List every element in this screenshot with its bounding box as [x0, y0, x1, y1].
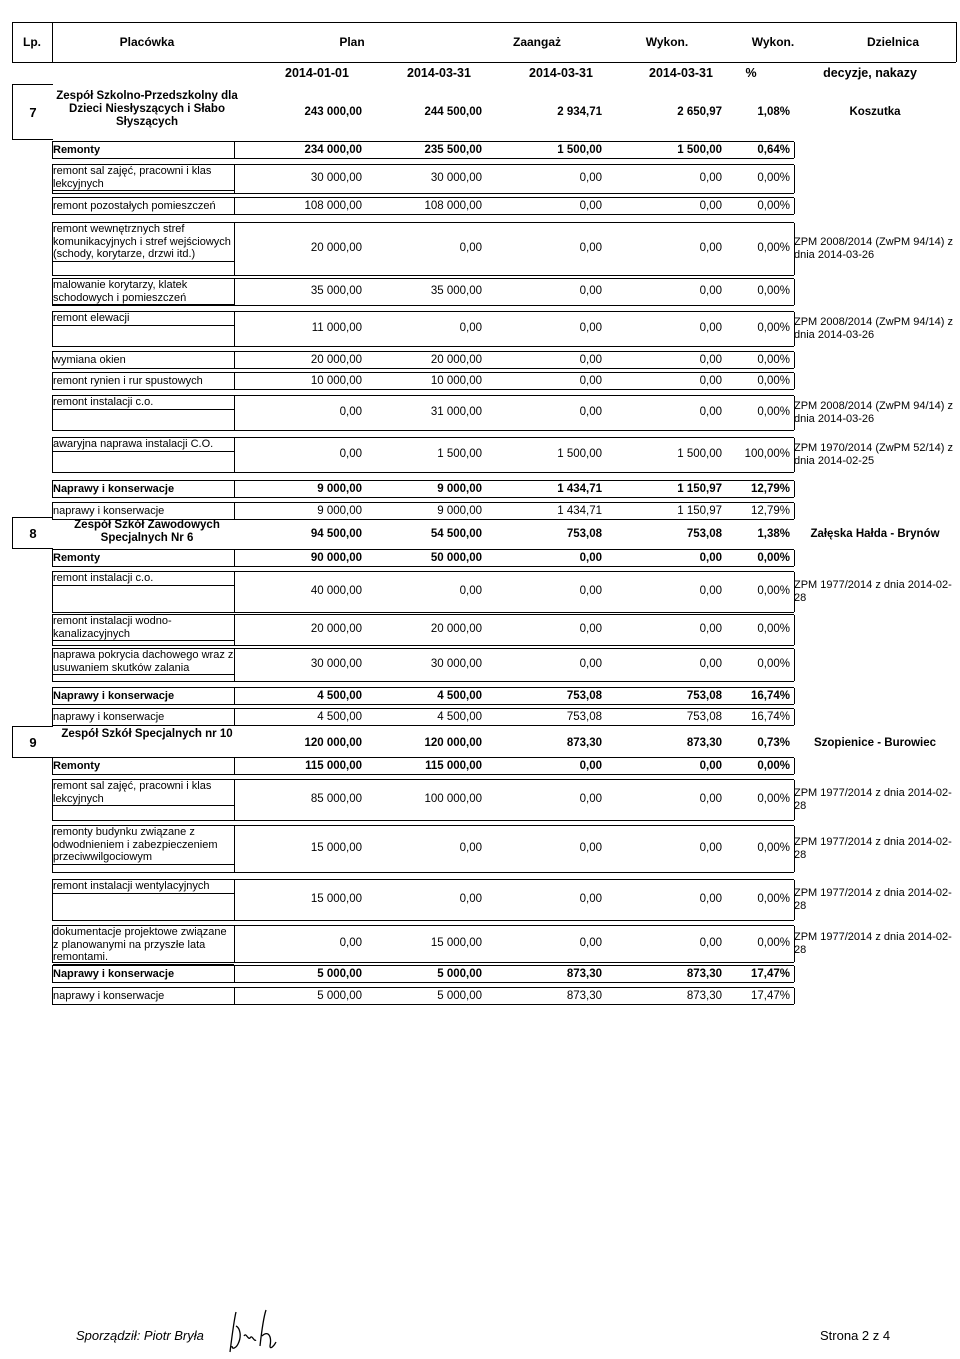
zaangaz-value: 9 000,00 — [437, 483, 482, 495]
line-item-row — [52, 988, 956, 1004]
zaangaz-value: 35 000,00 — [430, 285, 482, 297]
lp-box-7: 7 — [12, 84, 53, 140]
pct-value: 0,73% — [757, 737, 790, 749]
decision-text: ZPM 1977/2014 z dnia 2014-02-28 — [794, 887, 952, 912]
page-number: Strona 2 z 4 — [820, 1328, 891, 1343]
decisions-header: decyzje, nakazy — [823, 66, 917, 80]
prepared-by: Sporządził: Piotr Bryła — [76, 1328, 204, 1343]
wykon2-value: 0,00 — [699, 172, 722, 184]
plan-value: 85 000,00 — [310, 793, 362, 805]
line-item-row — [52, 826, 956, 872]
wykon1-value: 753,08 — [566, 690, 602, 702]
wykon1-value: 1 434,71 — [557, 483, 602, 495]
zaangaz-value: 54 500,00 — [430, 528, 482, 540]
pct-value: 0,00% — [757, 793, 790, 805]
zaangaz-value: 120 000,00 — [424, 737, 482, 749]
wykon2-value: 0,00 — [699, 322, 722, 334]
wykon2-value: 0,00 — [699, 585, 722, 597]
date-zaangaz: 2014-03-31 — [407, 66, 471, 80]
wykon1-value: 1 500,00 — [557, 144, 602, 156]
decision-text: ZPM 1977/2014 z dnia 2014-02-28 — [794, 787, 952, 812]
item-name: remont rynien i rur spustowych — [53, 375, 203, 387]
wykon2-value: 1 150,97 — [677, 505, 722, 517]
wykon2-value: 2 650,97 — [677, 106, 722, 118]
pct-value: 0,00% — [757, 937, 790, 949]
zaangaz-value: 115 000,00 — [425, 760, 482, 772]
wykon1-value: 1 500,00 — [557, 448, 602, 460]
item-name: Remonty — [53, 760, 101, 772]
zaangaz-value: 0,00 — [459, 242, 482, 254]
item-name: remont sal zajęć, pracowni i klas lekcyjnych — [53, 780, 234, 806]
zaangaz-value: 20 000,00 — [430, 623, 482, 635]
wykon1-value: 0,00 — [579, 354, 602, 366]
pct-value: 0,00% — [757, 242, 790, 254]
plan-value: 35 000,00 — [310, 285, 362, 297]
decision-text: ZPM 2008/2014 (ZwPM 94/14) z dnia 2014-03-26 — [794, 400, 953, 425]
pct-value: 0,64% — [757, 144, 790, 156]
plan-value: 243 000,00 — [304, 106, 362, 118]
wykon1-value: 0,00 — [579, 623, 602, 635]
wykon2-value: 0,00 — [699, 893, 722, 905]
zaangaz-value: 4 500,00 — [437, 711, 482, 723]
wykon1-value: 1 434,71 — [557, 505, 602, 517]
decision-text: ZPM 1977/2014 z dnia 2014-02-28 — [794, 931, 952, 956]
pct-value: 0,00% — [757, 354, 790, 366]
plan-value: 5 000,00 — [317, 990, 362, 1002]
wykon2-value: 0,00 — [699, 375, 722, 387]
zaangaz-value: 0,00 — [459, 585, 482, 597]
district-name: Szopienice - Burowiec — [813, 737, 937, 749]
plan-value: 4 500,00 — [317, 711, 362, 723]
item-name: wymiana okien — [53, 354, 126, 366]
wykon1-value: 0,00 — [579, 322, 602, 334]
item-name: remont instalacji wodno-kanalizacyjnych — [53, 615, 234, 641]
item-name: Naprawy i konserwacje — [53, 690, 175, 702]
header-lp: Lp. — [23, 35, 41, 49]
pct-value: 16,74% — [750, 690, 790, 702]
line-item-row — [52, 572, 956, 612]
plan-value: 94 500,00 — [310, 528, 362, 540]
pct-value: 16,74% — [750, 711, 790, 723]
institution-name: Zespół Szkolno-Przedszkolny dla Dzieci Niesłyszących i Słabo Słyszących — [56, 90, 238, 128]
plan-value: 0,00 — [339, 406, 362, 418]
wykon1-value: 0,00 — [579, 375, 602, 387]
header-wykon-1: Wykon. — [645, 35, 689, 49]
line-item-row — [52, 649, 956, 681]
pct-value: 12,79% — [750, 483, 790, 495]
table-header — [12, 22, 956, 62]
line-item-row — [52, 223, 956, 275]
zaangaz-value: 30 000,00 — [430, 172, 482, 184]
wykon2-value: 0,00 — [699, 793, 722, 805]
plan-value: 15 000,00 — [310, 893, 362, 905]
decision-text: ZPM 1977/2014 z dnia 2014-02-28 — [794, 579, 952, 604]
line-item-row — [52, 926, 956, 962]
line-item-row — [52, 709, 956, 725]
signature-icon — [222, 1306, 292, 1356]
wykon1-value: 0,00 — [579, 842, 602, 854]
pct-value: 0,00% — [757, 623, 790, 635]
wykon1-value: 2 934,71 — [557, 106, 602, 118]
plan-value: 11 000,00 — [311, 322, 362, 334]
pct-value: 0,00% — [757, 842, 790, 854]
plan-value: 30 000,00 — [310, 172, 362, 184]
category-row — [52, 142, 956, 158]
item-name: Naprawy i konserwacje — [53, 483, 175, 495]
category-row — [52, 481, 956, 497]
wykon1-value: 0,00 — [579, 552, 602, 564]
pct-value: 0,00% — [757, 658, 790, 670]
wykon2-value: 0,00 — [699, 842, 722, 854]
header-placowka: Placówka — [119, 35, 175, 49]
plan-value: 108 000,00 — [304, 200, 362, 212]
institution-row — [52, 726, 956, 756]
pct-header: % — [745, 66, 757, 80]
pct-value: 12,79% — [750, 505, 790, 517]
plan-value: 20 000,00 — [310, 354, 362, 366]
plan-value: 120 000,00 — [304, 737, 362, 749]
item-name: awaryjna naprawa instalacji C.O. — [53, 438, 234, 452]
header-zaangaz: Zaangaż — [512, 35, 561, 49]
plan-value: 234 000,00 — [304, 144, 362, 156]
line-item-row — [52, 396, 956, 430]
pct-value: 100,00% — [744, 448, 790, 460]
item-name: dokumentacje projektowe związane z planowanymi na przyszłe lata remontami. — [53, 926, 234, 965]
line-item-row — [52, 352, 956, 368]
plan-value: 5 000,00 — [317, 968, 362, 980]
zaangaz-value: 0,00 — [459, 893, 482, 905]
wykon1-value: 753,08 — [566, 528, 602, 540]
category-row — [52, 688, 956, 704]
item-name: Naprawy i konserwacje — [53, 968, 175, 980]
plan-value: 10 000,00 — [310, 375, 362, 387]
line-item-row — [52, 438, 956, 472]
zaangaz-value: 5 000,00 — [437, 990, 482, 1002]
item-name: naprawa pokrycia dachowego wraz z usuwaniem skutków zalania — [53, 649, 234, 674]
plan-value: 15 000,00 — [310, 842, 362, 854]
pct-value: 0,00% — [757, 322, 790, 334]
wykon1-value: 0,00 — [579, 172, 602, 184]
pct-value: 0,00% — [757, 172, 790, 184]
plan-value: 115 000,00 — [305, 760, 362, 772]
zaangaz-value: 31 000,00 — [430, 406, 482, 418]
page-footer — [0, 1326, 960, 1356]
plan-value: 20 000,00 — [310, 242, 362, 254]
wykon2-value: 0,00 — [699, 406, 722, 418]
zaangaz-value: 15 000,00 — [430, 937, 482, 949]
wykon1-value: 0,00 — [579, 285, 602, 297]
wykon2-value: 0,00 — [699, 552, 722, 564]
plan-value: 4 500,00 — [317, 690, 362, 702]
wykon2-value: 0,00 — [699, 623, 722, 635]
pct-value: 17,47% — [750, 968, 790, 980]
pct-value: 0,00% — [757, 585, 790, 597]
wykon2-value: 1 500,00 — [677, 448, 722, 460]
wykon1-value: 0,00 — [579, 893, 602, 905]
wykon2-value: 0,00 — [699, 937, 722, 949]
plan-value: 90 000,00 — [310, 552, 362, 564]
institution-row — [52, 84, 956, 138]
plan-value: 40 000,00 — [310, 585, 362, 597]
decision-text: ZPM 1970/2014 (ZwPM 52/14) z dnia 2014-02-25 — [794, 442, 953, 467]
line-item-row — [52, 615, 956, 645]
plan-value: 9 000,00 — [317, 483, 362, 495]
wykon2-value: 753,08 — [686, 711, 722, 723]
lp-box-9: 9 — [12, 726, 53, 758]
line-item-row — [52, 373, 956, 389]
line-item-row — [52, 279, 956, 305]
item-name: naprawy i konserwacje — [53, 990, 165, 1002]
wykon1-value: 0,00 — [579, 585, 602, 597]
category-row — [52, 550, 956, 566]
pct-value: 0,00% — [757, 375, 790, 387]
item-name: remonty budynku związane z odwodnieniem i zabezpieczeniem przeciwwilgociowym — [53, 826, 234, 865]
header-dzielnica: Dzielnica — [866, 35, 920, 49]
date-wykon-1: 2014-03-31 — [529, 66, 593, 80]
decision-text: ZPM 2008/2014 (ZwPM 94/14) z dnia 2014-03-26 — [794, 316, 953, 341]
institution-row — [52, 517, 956, 547]
wykon2-value: 873,30 — [686, 737, 722, 749]
item-name: remont wewnętrznych stref komunikacyjnych i stref wejściowych (schody, korytarze, drzwi itd.) — [53, 223, 234, 262]
decision-text: ZPM 1977/2014 z dnia 2014-02-28 — [794, 836, 952, 861]
plan-value: 9 000,00 — [317, 505, 362, 517]
zaangaz-value: 10 000,00 — [430, 375, 482, 387]
wykon1-value: 0,00 — [579, 242, 602, 254]
wykon1-value: 873,30 — [566, 990, 602, 1002]
wykon2-value: 873,30 — [686, 968, 722, 980]
item-name: remont sal zajęć, pracowni i klas lekcyjnych — [53, 165, 234, 191]
category-row — [52, 966, 956, 982]
header-plan: Plan — [339, 35, 365, 49]
line-item-row — [52, 780, 956, 820]
plan-value: 30 000,00 — [310, 658, 362, 670]
pct-value: 0,00% — [757, 406, 790, 418]
zaangaz-value: 5 000,00 — [437, 968, 482, 980]
wykon2-value: 1 500,00 — [677, 144, 722, 156]
district-name: Koszutka — [849, 106, 901, 118]
line-item-row — [52, 312, 956, 346]
wykon2-value: 0,00 — [699, 242, 722, 254]
institution-name: Zespół Szkół Specjalnych nr 10 — [61, 728, 233, 740]
item-name: Remonty — [53, 552, 101, 564]
date-row — [0, 66, 960, 82]
wykon1-value: 753,08 — [566, 711, 602, 723]
wykon1-value: 873,30 — [566, 737, 602, 749]
date-wykon-2: 2014-03-31 — [649, 66, 713, 80]
item-name: remont pozostałych pomieszczeń — [53, 200, 216, 212]
header-wykon-2: Wykon. — [751, 35, 795, 49]
wykon2-value: 0,00 — [699, 200, 722, 212]
pct-value: 17,47% — [750, 990, 790, 1002]
wykon2-value: 753,08 — [686, 690, 722, 702]
line-item-row — [52, 880, 956, 920]
wykon2-value: 0,00 — [699, 285, 722, 297]
item-name: remont instalacji c.o. — [53, 396, 234, 410]
zaangaz-value: 4 500,00 — [437, 690, 482, 702]
zaangaz-value: 9 000,00 — [437, 505, 482, 517]
pct-value: 0,00% — [757, 760, 790, 772]
wykon1-value: 0,00 — [579, 937, 602, 949]
zaangaz-value: 100 000,00 — [424, 793, 482, 805]
pct-value: 0,00% — [757, 200, 790, 212]
line-item-row — [52, 165, 956, 193]
zaangaz-value: 0,00 — [459, 842, 482, 854]
item-name: naprawy i konserwacje — [53, 505, 165, 517]
pct-value: 0,00% — [757, 893, 790, 905]
category-row — [52, 758, 956, 774]
item-name: remont instalacji wentylacyjnych — [53, 880, 234, 894]
item-name: malowanie korytarzy, klatek schodowych i pomieszczeń — [53, 279, 234, 305]
zaangaz-value: 235 500,00 — [424, 144, 482, 156]
wykon1-value: 873,30 — [566, 968, 602, 980]
wykon2-value: 873,30 — [686, 990, 722, 1002]
pct-value: 1,38% — [757, 528, 790, 540]
wykon2-value: 0,00 — [699, 658, 722, 670]
institution-name: Zespół Szkół Zawodowych Specjalnych Nr 6 — [74, 519, 220, 544]
lp-box-8: 8 — [12, 517, 53, 549]
item-name: Remonty — [53, 144, 101, 156]
zaangaz-value: 244 500,00 — [424, 106, 482, 118]
wykon1-value: 0,00 — [579, 793, 602, 805]
zaangaz-value: 1 500,00 — [437, 448, 482, 460]
date-plan: 2014-01-01 — [285, 66, 349, 80]
wykon1-value: 0,00 — [579, 406, 602, 418]
zaangaz-value: 108 000,00 — [424, 200, 482, 212]
zaangaz-value: 30 000,00 — [430, 658, 482, 670]
district-name: Załęska Hałda - Brynów — [810, 528, 940, 540]
line-item-row — [52, 503, 956, 519]
item-name: naprawy i konserwacje — [53, 711, 165, 723]
zaangaz-value: 20 000,00 — [430, 354, 482, 366]
pct-value: 1,08% — [757, 106, 790, 118]
pct-value: 0,00% — [757, 552, 790, 564]
plan-value: 0,00 — [339, 448, 362, 460]
zaangaz-value: 0,00 — [459, 322, 482, 334]
item-name: remont elewacji — [53, 312, 234, 326]
plan-value: 20 000,00 — [310, 623, 362, 635]
wykon2-value: 753,08 — [686, 528, 722, 540]
wykon2-value: 0,00 — [699, 760, 722, 772]
zaangaz-value: 50 000,00 — [430, 552, 482, 564]
item-name: remont instalacji c.o. — [53, 572, 234, 586]
pct-value: 0,00% — [757, 285, 790, 297]
wykon1-value: 0,00 — [579, 200, 602, 212]
line-item-row — [52, 198, 956, 214]
wykon2-value: 0,00 — [699, 354, 722, 366]
decision-text: ZPM 2008/2014 (ZwPM 94/14) z dnia 2014-03-26 — [794, 236, 953, 261]
wykon2-value: 1 150,97 — [677, 483, 722, 495]
wykon1-value: 0,00 — [579, 760, 602, 772]
plan-value: 0,00 — [339, 937, 362, 949]
wykon1-value: 0,00 — [579, 658, 602, 670]
